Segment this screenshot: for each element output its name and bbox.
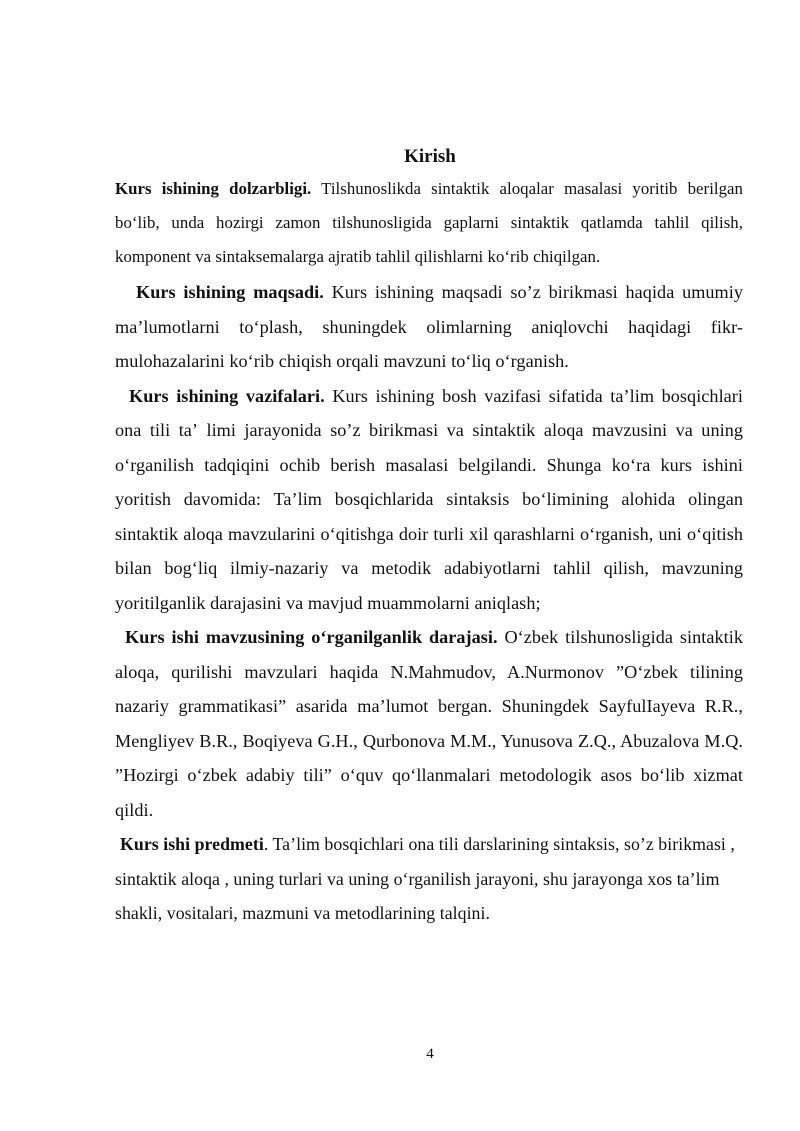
section-title: Kirish: [404, 146, 456, 167]
paragraph-text: Kurs ishining bosh vazifasi sifatida taʼlim bosqichlari ona tili taʼ limi jarayonida soʼz birikmasi va sintaktik aloqa mavzusini va uning oʻrganilish tadqiqini ochib berish masalasi belgilandi. Shunga koʻra kurs ishini yoritish davomida: Taʼlim bosqichlarida sintaksis boʻlimining alohida olingan sintaktik aloqa mavzularini oʻqitishga doir turli xil qarashlarni oʻrganish, uni oʻqitish bilan bogʻliq ilmiy-nazariy va metodik adabiyotlarni tahlil qilish, mavzuning yoritilganlik darajasini va mavjud muammolarni aniqlash;: [115, 385, 744, 613]
paragraph-relevance: [115, 172, 743, 274]
paragraph-goal: [115, 274, 743, 379]
paragraph-text: . Taʼlim bosqichlari ona tili darslarining sintaksis, soʼz birikmasi , sintaktik aloqa , uning turlari va uning oʻrganilish jarayoni, shu jarayonga xos taʼlim shakli, vositalari, mazmuni va metodlarining talqini.: [115, 834, 735, 923]
paragraph-text: Kurs ishining maqsadi soʼz birikmasi haqida umumiy maʼlumotlarni toʻplash, shuningdek olimlarning aniqlovchi haqidagi fikr-mulohazalarini koʻrib chiqish orqali mavzuni toʻliq oʻrganish.: [115, 282, 743, 371]
paragraph-lead: Kurs ishining vazifalari.: [129, 385, 325, 406]
paragraph-lead: Kurs ishining maqsadi.: [136, 282, 324, 302]
paragraph-lead: Kurs ishi mavzusining oʻrganilganlik darajasi.: [125, 627, 498, 647]
paragraph-subject: [115, 827, 743, 931]
paragraph-tasks: [115, 379, 743, 621]
paragraph-text: Tilshunoslikda sintaktik aloqalar masalasi yoritib berilgan boʻlib, unda hozirgi zamon tilshunosligida gaplarni sintaktik qatlamda tahlil qilish, komponent va sintaksemalarga ajratib tahlil qilishlarni koʻrib chiqilgan.: [115, 179, 743, 266]
paragraph-study-level: [115, 620, 743, 827]
paragraph-lead: Kurs ishining dolzarbligi.: [115, 179, 312, 198]
paragraph-text: Oʻzbek tilshunosligida sintaktik aloqa, qurilishi mavzulari haqida N.Mahmudov, A.Nurmonov ”Oʻzbek tilining nazariy grammatikasi” asarida maʼlumot bergan. Shuningdek SayfulIayeva R.R., Mengliyev B.R., Boqiyeva G.H., Qurbonova M.M., Yunusova Z.Q., Abuzalova M.Q. ”Hozirgi oʻzbek adabiy tili” oʻquv qoʻllanmalari metodologik asos boʻlib xizmat qildi.: [115, 627, 743, 820]
page-number: 4: [426, 1046, 434, 1062]
paragraph-lead: Kurs ishi predmeti: [120, 834, 264, 854]
body-text: [115, 172, 743, 931]
